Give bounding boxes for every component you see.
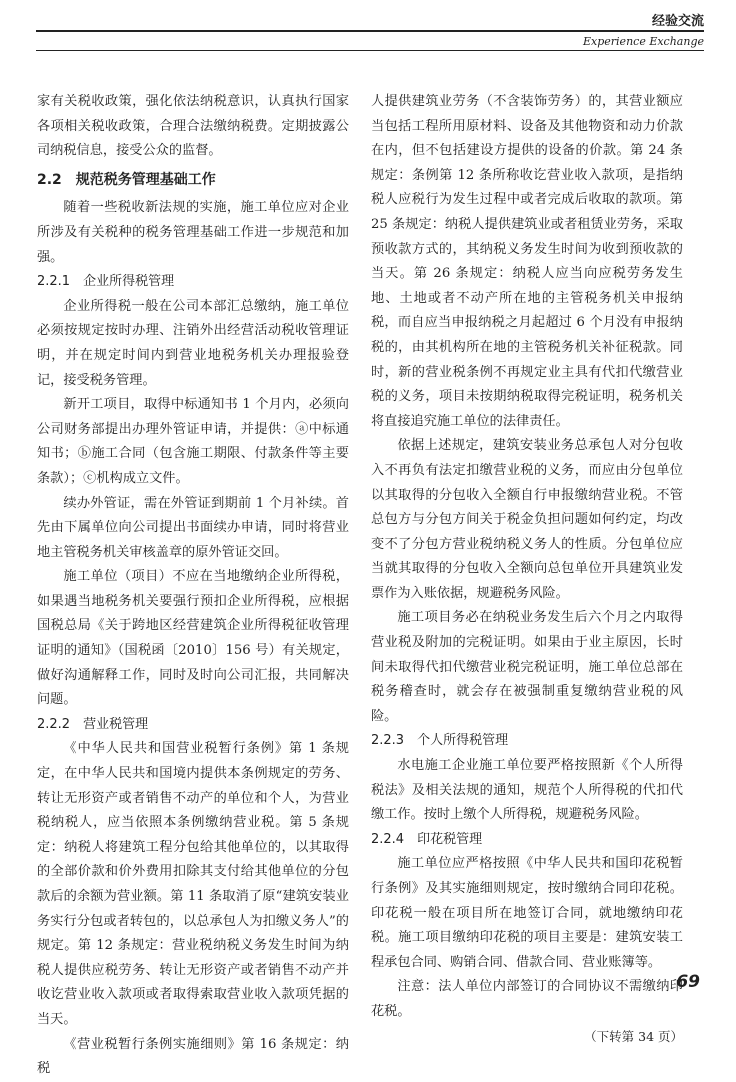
section-heading: 2.2 规范税务管理基础工作 bbox=[37, 171, 216, 188]
section-title-en: Experience Exchange bbox=[583, 35, 704, 48]
paragraph: 《中华人民共和国营业税暂行条例》第 1 条规定，在中华人民共和国境内提供本条例规定的劳务、转让无形资产或者销售不动产的单位和个人，为营业税纳税人，应当依照本条例缴纳营业税。第 5 条规定：纳税人将建筑工程分包给其他单位的，以其取得的全部价款和价外费用扣除其支付给其他单位的分包款后的余额为营业额。第 11 条取消了原“建筑安装业务实行分包或者转包的，以总承包人为扣缴义务人”的规定。第 12 条规定：营业税纳税义务发生时间为纳税人提供应税劳务、转让无形资产或者销售不动产并收讫营业收入款项或者取得索取营业收入款项凭据的当天。 bbox=[37, 741, 349, 1027]
paragraph: 家有关税收政策，强化依法纳税意识，认真执行国家各项相关税收政策，合理合法缴纳税费。定期披露公司纳税信息，接受公众的监督。 bbox=[37, 94, 349, 159]
subsection-heading: 2.2.4 印花税管理 bbox=[371, 831, 483, 847]
paragraph: 施工项目务必在纳税业务发生后六个月之内取得营业税及附加的完税证明。如果由于业主原因，长时间未取得代扣代缴营业税完税证明，施工单位总部在税务稽查时，就会存在被强制重复缴纳营业税的风险。 bbox=[371, 610, 683, 724]
continued-note: （下转第 34 页） bbox=[584, 1028, 683, 1044]
paragraph: 人提供建筑业劳务（不含装饰劳务）的，其营业额应当包括工程所用原材料、设备及其他物资和动力价款在内，但不包括建设方提供的设备的价款。第 24 条规定：条例第 12 条所称收讫营业收入款项，是指纳税人应税行为发生过程中或者完成后收取的款项。第 25 条规定：纳税人提供建筑业或者租赁业劳务，采取预收款方式的，其纳税义务发生时间为收到预收款的当天。第 26 条规定：纳税人应当向应税劳务发生地、土地或者不动产所在地的主管税务机关申报纳税，而自应当申报纳税之月起超过 6 个月没有申报纳税的，由其机构所在地的主管税务机关补征税款。同时，新的营业税条例不再规定业主具有代扣代缴营业税的义务，项目未按期纳税取得完税证明，税务机关将直接追究施工单位的法律责任。 bbox=[371, 94, 683, 429]
subsection-heading: 2.2.2 营业税管理 bbox=[37, 716, 149, 732]
paragraph: 施工单位（项目）不应在当地缴纳企业所得税，如果遇当地税务机关要强行预扣企业所得税，应根据国税总局《关于跨地区经营建筑企业所得税征收管理证明的通知》（国税函〔2010〕156 号）有关规定，做好沟通解释工作，同时及时向公司汇报，共同解决问题。 bbox=[37, 569, 349, 708]
subsection-heading: 2.2.1 企业所得税管理 bbox=[37, 274, 175, 290]
header-rule-top bbox=[36, 30, 704, 32]
section-title-cn: 经验交流 bbox=[651, 14, 704, 29]
paragraph: 注意：法人单位内部签订的合同协议不需缴纳印花税。 bbox=[371, 979, 683, 1019]
page-header bbox=[36, 10, 704, 56]
paragraph: 施工单位应严格按照《中华人民共和国印花税暂行条例》及其实施细则规定，按时缴纳合同印花税。印花税一般在项目所在地签订合同，就地缴纳印花税。施工项目缴纳印花税的项目主要是：建筑安装工程承包合同、购销合同、借款合同、营业账簿等。 bbox=[371, 856, 683, 970]
paragraph: 依据上述规定，建筑安装业务总承包人对分包收入不再负有法定扣缴营业税的义务，而应由分包单位以其取得的分包收入全额自行申报缴纳营业税。不管总包方与分包方间关于税金负担问题如何约定，均改变不了分包方营业税纳税义务人的性质。分包单位应当就其取得的分包收入全额向总包单位开具建筑业发票作为入账依据，规避税务风险。 bbox=[371, 438, 683, 601]
subsection-heading: 2.2.3 个人所得税管理 bbox=[371, 733, 509, 749]
right-column bbox=[371, 90, 683, 1049]
paragraph: 水电施工企业施工单位要严格按照新《个人所得税法》及相关法规的通知，规范个人所得税的代扣代缴工作。按时上缴个人所得税，规避税务风险。 bbox=[371, 758, 683, 823]
paragraph: 企业所得税一般在公司本部汇总缴纳，施工单位必须按规定按时办理、注销外出经营活动税收管理证明，并在规定时间内到营业地税务机关办理报验登记，接受税务管理。 bbox=[37, 298, 349, 388]
left-column bbox=[37, 90, 349, 1082]
paragraph: 《营业税暂行条例实施细则》第 16 条规定：纳税 bbox=[37, 1036, 349, 1077]
paragraph: 随着一些税收新法规的实施，施工单位应对企业所涉及有关税种的税务管理基础工作进一步规范和加强。 bbox=[37, 200, 349, 265]
paragraph: 续办外管证，需在外管证到期前 1 个月补续。首先由下属单位向公司提出书面续办申请，同时将营业地主管税务机关审核盖章的原外管证交回。 bbox=[37, 495, 349, 560]
page-number: 69 bbox=[676, 972, 700, 992]
header-rule-bottom bbox=[36, 50, 704, 51]
paragraph: 新开工项目，取得中标通知书 1 个月内，必须向公司财务部提出办理外管证申请，并提供：ⓐ中标通知书；ⓑ施工合同（包含施工期限、付款条件等主要条款）；ⓒ机构成立文件。 bbox=[37, 397, 349, 486]
